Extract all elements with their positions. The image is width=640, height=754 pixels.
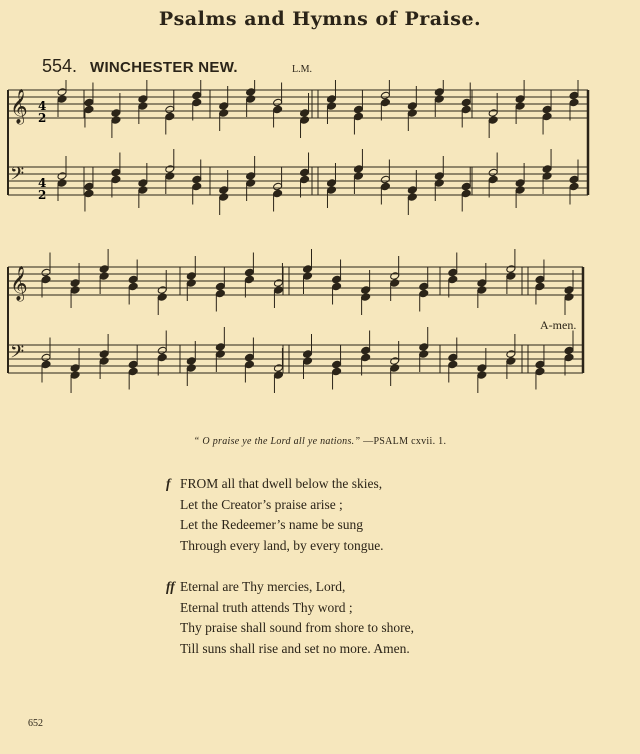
notehead [448,275,458,284]
notehead [273,189,283,198]
notehead [300,109,310,118]
notehead [564,293,574,302]
tune-name: WINCHESTER NEW. [90,59,238,76]
notehead [192,91,202,100]
treble-clef-icon: 𝄞 [10,266,28,301]
notehead [361,293,371,302]
time-signature-top: 4 [38,176,47,190]
notehead [41,353,51,362]
notehead [390,279,400,288]
notehead [434,95,444,104]
notehead [353,112,363,121]
notehead [84,98,94,107]
notehead [244,275,254,284]
notehead [461,105,471,114]
dynamic-marking: ff [166,579,175,594]
notehead [461,189,471,198]
notehead [419,350,429,359]
time-signature-bottom: 2 [38,111,47,125]
notehead [542,112,552,121]
notehead [353,172,363,181]
notehead [332,275,342,284]
notehead [380,175,390,184]
notehead [273,105,283,114]
scripture-reference [0,436,640,447]
notehead [57,88,67,97]
notehead [111,109,121,118]
notehead [448,360,458,369]
notehead [542,105,552,114]
notehead [300,116,310,125]
notehead [535,367,545,376]
notehead [246,88,256,97]
notehead [327,102,337,111]
notehead [70,279,80,288]
notehead [353,165,363,174]
notehead [111,168,121,177]
notehead [448,268,458,277]
notehead [273,364,283,373]
notehead [332,282,342,291]
notehead [542,165,552,174]
notehead [128,367,138,376]
notehead [41,275,51,284]
notehead [111,175,121,184]
notehead [246,95,256,104]
bass-clef-icon: 𝄢 [10,164,25,189]
notehead [99,272,109,281]
notehead [303,272,313,281]
notehead [477,364,487,373]
notehead [332,360,342,369]
notehead [535,360,545,369]
notehead [215,282,225,291]
notehead [434,172,444,181]
running-title: Psalms and Hymns of Praise. [158,8,482,30]
notehead [569,91,579,100]
notehead [186,272,196,281]
notehead [569,175,579,184]
notehead [488,109,498,118]
notehead [186,279,196,288]
time-signature-top: 4 [38,99,47,113]
notehead [506,272,516,281]
notehead [506,357,516,366]
notehead [165,105,175,114]
notehead [303,265,313,274]
notehead [361,346,371,355]
notehead [244,268,254,277]
notehead [165,172,175,181]
notehead [300,168,310,177]
notehead [434,88,444,97]
notehead [99,357,109,366]
notehead [380,182,390,191]
notehead [244,353,254,362]
notehead [70,364,80,373]
notehead [477,286,487,295]
notehead [407,193,417,202]
notehead [84,182,94,191]
notehead [434,179,444,188]
notehead [192,175,202,184]
hymn-number: 554. [42,56,78,76]
time-signature-bottom: 2 [38,188,47,202]
notehead [407,109,417,118]
notehead [564,346,574,355]
notehead [390,272,400,281]
notehead [448,353,458,362]
notehead [192,98,202,107]
notehead [57,179,67,188]
notehead [84,189,94,198]
notehead [569,182,579,191]
notehead [219,193,229,202]
notehead [327,179,337,188]
notehead [564,286,574,295]
page-number: 652 [28,718,43,729]
notehead [165,165,175,174]
notehead [165,112,175,121]
notehead [57,172,67,181]
notehead [128,282,138,291]
notehead [70,371,80,380]
notehead [273,286,283,295]
notehead [273,371,283,380]
notehead [84,105,94,114]
notehead [186,364,196,373]
notehead [57,95,67,104]
notehead [244,360,254,369]
notehead [273,182,283,191]
notehead [515,179,525,188]
notehead [361,286,371,295]
notehead [407,186,417,195]
notehead [569,98,579,107]
notehead [273,98,283,107]
tune-meter: L.M. [292,64,312,75]
notehead [419,289,429,298]
notehead [246,179,256,188]
notehead [186,357,196,366]
notehead [535,282,545,291]
notehead [99,350,109,359]
notehead [138,186,148,195]
notehead [515,186,525,195]
notehead [99,265,109,274]
notehead [506,350,516,359]
notehead [41,268,51,277]
notehead [461,182,471,191]
bass-clef-icon: 𝄢 [10,342,25,367]
notehead [380,98,390,107]
notehead [215,289,225,298]
notehead [111,116,121,125]
notehead [138,102,148,111]
notehead [219,186,229,195]
notehead [390,364,400,373]
notehead [327,95,337,104]
notehead [488,175,498,184]
notehead [542,172,552,181]
notehead [353,105,363,114]
notehead [138,95,148,104]
notehead [332,367,342,376]
notehead [138,179,148,188]
notehead [219,102,229,111]
scripture-citation: —PSALM cxvii. 1. [363,436,447,447]
notehead [380,91,390,100]
music-score [0,80,640,400]
notehead [564,353,574,362]
notehead [273,279,283,288]
notehead [477,371,487,380]
notehead [477,279,487,288]
notehead [515,102,525,111]
notehead [219,109,229,118]
notehead [300,175,310,184]
notehead [461,98,471,107]
notehead [128,360,138,369]
notehead [215,343,225,352]
treble-clef-icon: 𝄞 [10,89,28,124]
notehead [506,265,516,274]
notehead [70,286,80,295]
scripture-quote: “ O praise ye the Lord all ye nations.” [193,436,361,447]
notehead [157,293,167,302]
notehead [41,360,51,369]
notehead [419,282,429,291]
notehead [488,168,498,177]
notehead [303,357,313,366]
notehead [535,275,545,284]
notehead [157,353,167,362]
notehead [407,102,417,111]
notehead [157,286,167,295]
notehead [157,346,167,355]
notehead [515,95,525,104]
notehead [128,275,138,284]
notehead [390,357,400,366]
notehead [327,186,337,195]
notehead [215,350,225,359]
notehead [361,353,371,362]
notehead [246,172,256,181]
notehead [488,116,498,125]
hymnal-page: Psalms and Hymns of Praise. 554. WINCHESTER NEW. L.M. 4 2 4 2 𝄞 𝄢 𝄞 𝄢 A-men. “ O praise ye the Lord all ye nations.” —PSALM cxvii. 1. f FROM all that dwell below the skies, Let the Creator’s praise arise ; Let the Redeemer’s name be sung Through every land, by every tongue. ff Eternal are Thy mercies, Lord, Eternal truth attends Thy word ; Thy praise shall sound from shore to shore, Till suns shall rise and set no more. Amen. 652 [0,0,640,754]
notehead [303,350,313,359]
notehead [192,182,202,191]
notehead [419,343,429,352]
amen-label: A-men. [540,318,577,332]
dynamic-marking: f [166,476,171,491]
